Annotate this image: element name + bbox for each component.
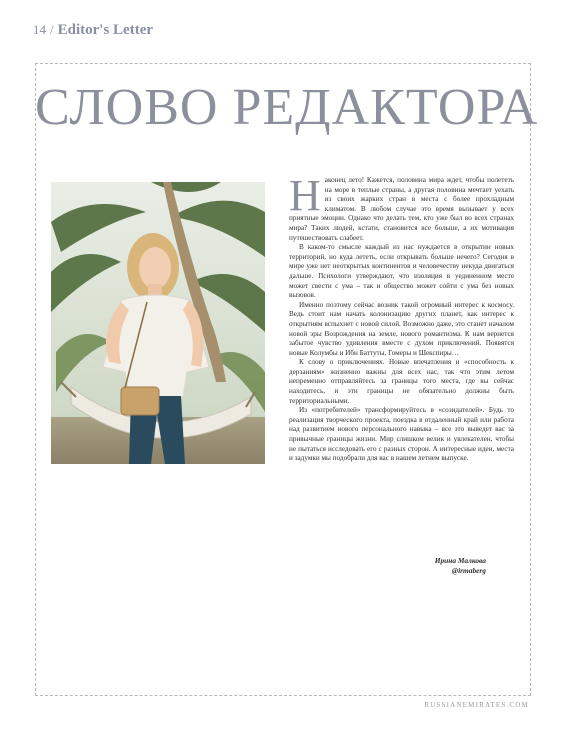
article-paragraph: Из «потребителей» трансформируйтесь в «созидателей». Будь то реализация творческого проекта, поездка в отдаленный край или работа над развитием нового персонального навыка – все это выведет вас за привычные границы жизни. Мир слишком велик и увлекателен, чтобы не пытаться исследовать его с разных сторон. А интересные идеи, места и задумки мы подобрали для вас в нашем летнем выпуске. <box>289 406 514 463</box>
article-paragraph: В каком-то смысле каждый из нас нуждается в открытии новых территорий, но куда лететь, если открывать больше нечего? Сегодня в мире уже нет неоткрытых континентов и человечеству некуда двигаться дальше. Психологи утверждают, что изоляция в уединенном месте может свести с ума – так и общество может сойти с ума без новых вызовов. <box>289 243 514 300</box>
section-title: Editor's Letter <box>57 22 154 38</box>
footer-website: RUSSIANEMIRATES.COM <box>424 701 529 709</box>
editor-photo-illustration <box>51 182 265 464</box>
author-handle: @irmaberg <box>451 566 486 575</box>
author-name: Ирина Малкова <box>434 556 486 565</box>
article-paragraph: К слову о приключениях. Новые впечатления и «способность к дерзаниям» жизненно важны для всех нас, так что этим летом непременно отправляйтесь за границы того места, где вы сейчас находитесь, и эти границы не обязательно должны быть территориальными. <box>289 358 514 405</box>
signature <box>380 556 486 576</box>
editor-letter-text <box>289 171 514 464</box>
article-paragraph: Именно поэтому сейчас возник такой огромный интерес к космосу. Ведь стоит нам начать колонизацию других планет, как интерес к открытиям вспыхнет с новой силой. Возможно даже, это станет началом новой эры Возрождения на земле, нового романтизма. К нам вернется забытое чувство удивления вместе с духом приключений. Появятся новые Колумбы и Ибн Баттуты, Гомеры и Шекспиры… <box>289 300 514 357</box>
drop-cap: Н <box>289 171 321 220</box>
editor-photo <box>51 182 265 464</box>
page-title: СЛОВО РЕДАКТОРА <box>35 79 539 136</box>
header-separator: / <box>50 22 54 37</box>
page-number: 14 <box>33 22 46 37</box>
article-paragraph-text: аконец лето! Кажется, половина мира ждет, чтобы полететь на море в теплые страны, а другая половина мечтает уехать из своих жарких стран в места с более прохладным климатом. В любом случае это время вызывает у всех приятные эмоции. Однако что делать тем, кто уже был во всех странах мира? Таких людей, кстати, становится все больше, а их мотивация путешествовать слабеет. <box>289 176 514 242</box>
article-paragraph <box>289 171 514 243</box>
page-header <box>33 22 153 39</box>
